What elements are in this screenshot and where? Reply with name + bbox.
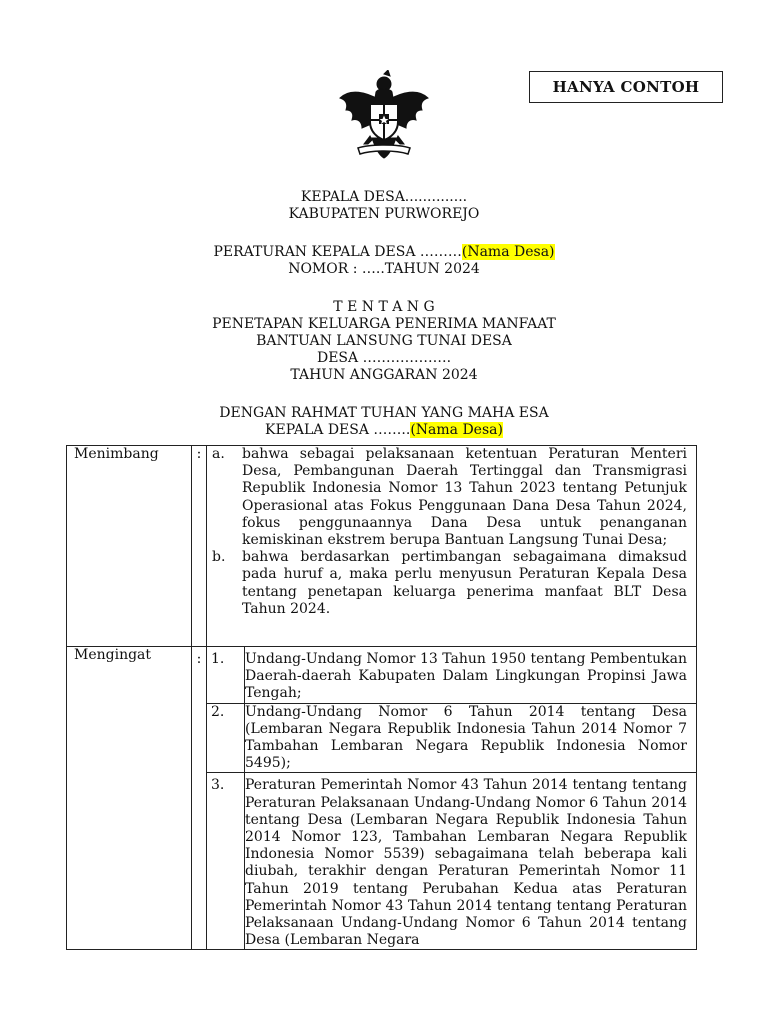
list-text: Undang-Undang Nomor 6 Tahun 2014 tentang Desa (Lembaran Negara Republik Indonesia Tahun 2014 Nomor 7 Tambahan Lembaran Negara Republik Indonesia Nomor 5495);	[245, 703, 697, 773]
list-item	[212, 549, 687, 618]
menimbang-content	[207, 446, 697, 647]
kades-name-placeholder: (Nama Desa)	[410, 422, 503, 438]
list-text: Undang-Undang Nomor 13 Tahun 1950 tentang Pembentukan Daerah-daerah Kabupaten Dalam Lingkungan Propinsi Jawa Tengah;	[245, 647, 697, 704]
kepala-desa-line: KEPALA DESA..............	[300, 189, 468, 205]
colon: :	[192, 647, 207, 950]
kabupaten-line: KABUPATEN PURWOREJO	[288, 206, 480, 222]
kepala-desa-name-line	[0, 422, 768, 439]
list-key: 2.	[207, 703, 245, 773]
desa-name-placeholder: (Nama Desa)	[461, 244, 555, 260]
document-header	[0, 189, 768, 439]
list-text: bahwa berdasarkan pertimbangan sebagaimana dimaksud pada huruf a, maka perlu menyusun Peraturan Kepala Desa tentang penetapan keluarga penerima manfaat BLT Desa Tahun 2024.	[242, 549, 687, 617]
subject-line-3: DESA ……………….	[316, 350, 452, 366]
list-key: a.	[212, 446, 225, 462]
regulation-title	[0, 244, 768, 261]
list-key: 3.	[207, 773, 245, 950]
rahmat-line: DENGAN RAHMAT TUHAN YANG MAHA ESA	[219, 405, 549, 421]
list-key: 1.	[207, 647, 245, 704]
mengingat-label: Mengingat	[67, 647, 192, 950]
menimbang-label: Menimbang	[67, 446, 192, 647]
list-key: b.	[212, 549, 226, 566]
garuda-emblem	[336, 70, 432, 166]
list-text: Peraturan Pemerintah Nomor 43 Tahun 2014 tentang tentang Peraturan Pelaksanaan Undang-Undang Nomor 6 Tahun 2014 tentang Desa (Lembaran Negara Republik Indonesia Tahun 2014 Nomor 123, Tambahan Lembaran Negara Republik Indonesia Nomor 5539) sebagaimana telah beberapa kali diubah, terakhir dengan Peraturan Pemerintah Nomor 11 Tahun 2019 tentang Perubahan Kedua atas Peraturan Pemerintah Nomor 43 Tahun 2014 tentang tentang Peraturan Pelaksanaan Undang-Undang Nomor 6 Tahun 2014 tentang Desa (Lembaran Negara	[245, 773, 697, 950]
list-item	[212, 446, 687, 549]
colon: :	[192, 446, 207, 647]
regulation-number: NOMOR : …..TAHUN 2024	[288, 261, 480, 277]
table-row	[67, 446, 697, 647]
considerations-table	[66, 445, 697, 950]
subject-line-4: TAHUN ANGGARAN 2024	[290, 367, 478, 383]
regulation-prefix: PERATURAN KEPALA DESA ………	[213, 244, 462, 260]
kades-prefix: KEPALA DESA ……..	[265, 422, 411, 438]
sample-stamp: HANYA CONTOH	[529, 71, 723, 103]
table-row	[67, 647, 697, 704]
list-text: bahwa sebagai pelaksanaan ketentuan Peraturan Menteri Desa, Pembangunan Daerah Tertinggal dan Transmigrasi Republik Indonesia Nomor 13 Tahun 2023 tentang Petunjuk Operasional atas Fokus Penggunaan Dana Desa Tahun 2024, fokus penggunaannya Dana Desa untuk penanganan kemiskinan ekstrem berupa Bantuan Langsung Tunai Desa;	[242, 446, 687, 549]
tentang-heading: T E N T A N G	[333, 299, 435, 315]
subject-line-1: PENETAPAN KELUARGA PENERIMA MANFAAT	[212, 316, 556, 332]
subject-line-2: BANTUAN LANSUNG TUNAI DESA	[256, 333, 512, 349]
